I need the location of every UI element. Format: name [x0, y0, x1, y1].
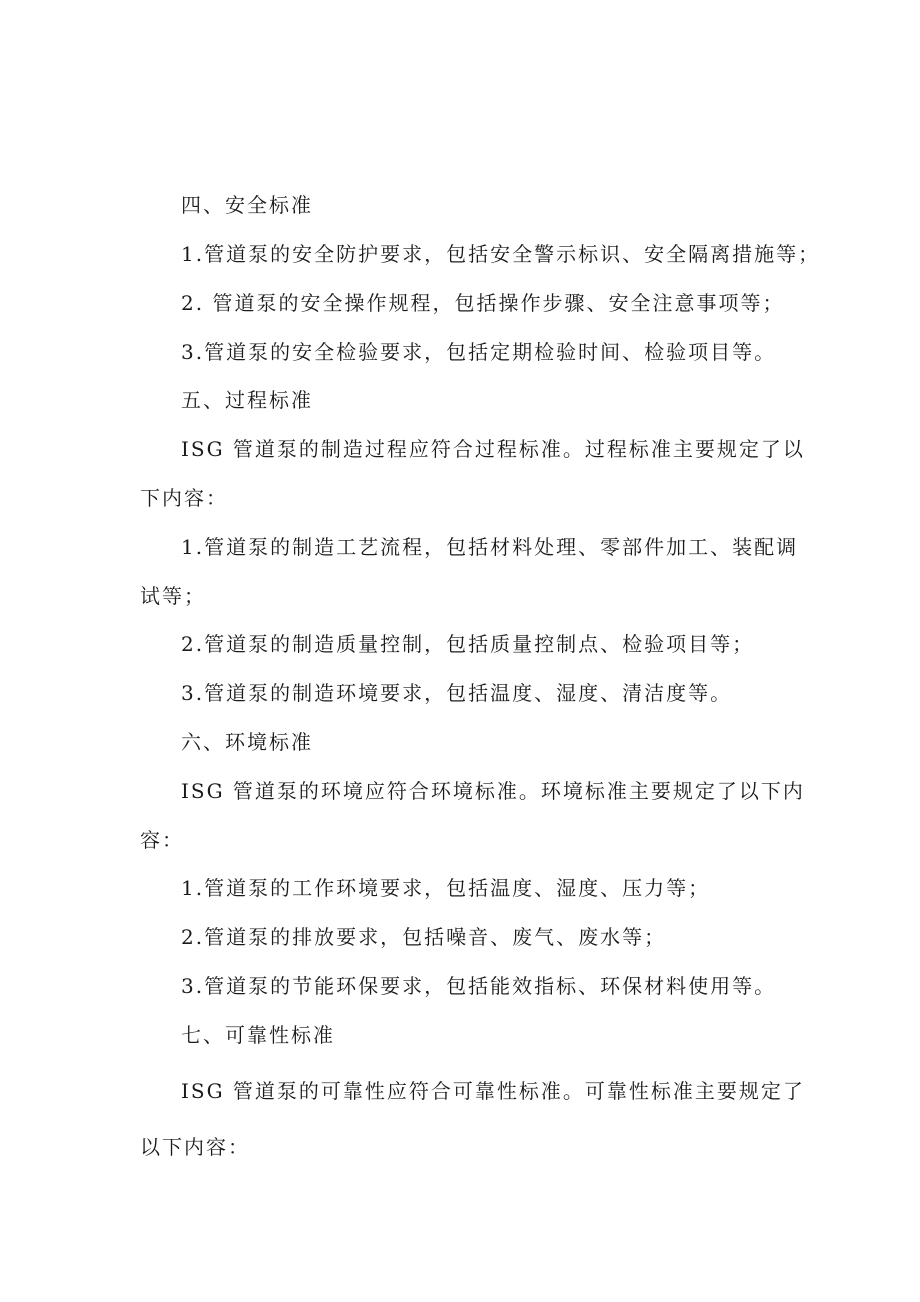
paragraph-line: 3.管道泵的制造环境要求，包括温度、湿度、清洁度等。: [181, 681, 733, 705]
paragraph-line: ISG 管道泵的制造过程应符合过程标准。过程标准主要规定了以: [181, 437, 805, 461]
paragraph-line: 2. 管道泵的安全操作规程，包括操作步骤、安全注意事项等；: [181, 291, 785, 315]
paragraph-line: ISG 管道泵的可靠性应符合可靠性标准。可靠性标准主要规定了: [181, 1079, 805, 1103]
paragraph-line: 1.管道泵的工作环境要求，包括温度、湿度、压力等；: [181, 876, 711, 900]
paragraph-line: 1.管道泵的安全防护要求，包括安全警示标识、安全隔离措施等；: [181, 242, 821, 266]
section-heading-safety: 四、安全标准: [181, 193, 313, 217]
paragraph-line: 3.管道泵的安全检验要求，包括定期检验时间、检验项目等。: [181, 340, 777, 364]
section-heading-environment: 六、环境标准: [181, 730, 313, 754]
paragraph-line: 2.管道泵的排放要求，包括噪音、废气、废水等；: [181, 925, 667, 949]
section-heading-reliability: 七、可靠性标准: [181, 1023, 335, 1047]
paragraph-line: 1.管道泵的制造工艺流程，包括材料处理、零部件加工、装配调: [181, 535, 799, 559]
paragraph-line: 3.管道泵的节能环保要求，包括能效指标、环保材料使用等。: [181, 974, 777, 998]
paragraph-line: 试等；: [140, 584, 206, 608]
paragraph-line: 2.管道泵的制造质量控制，包括质量控制点、检验项目等；: [181, 632, 755, 656]
paragraph-line: 以下内容：: [140, 1135, 250, 1159]
paragraph-line: ISG 管道泵的环境应符合环境标准。环境标准主要规定了以下内: [181, 779, 805, 803]
paragraph-line: 下内容：: [140, 486, 228, 510]
paragraph-line: 容：: [140, 828, 184, 852]
section-heading-process: 五、过程标准: [181, 388, 313, 412]
